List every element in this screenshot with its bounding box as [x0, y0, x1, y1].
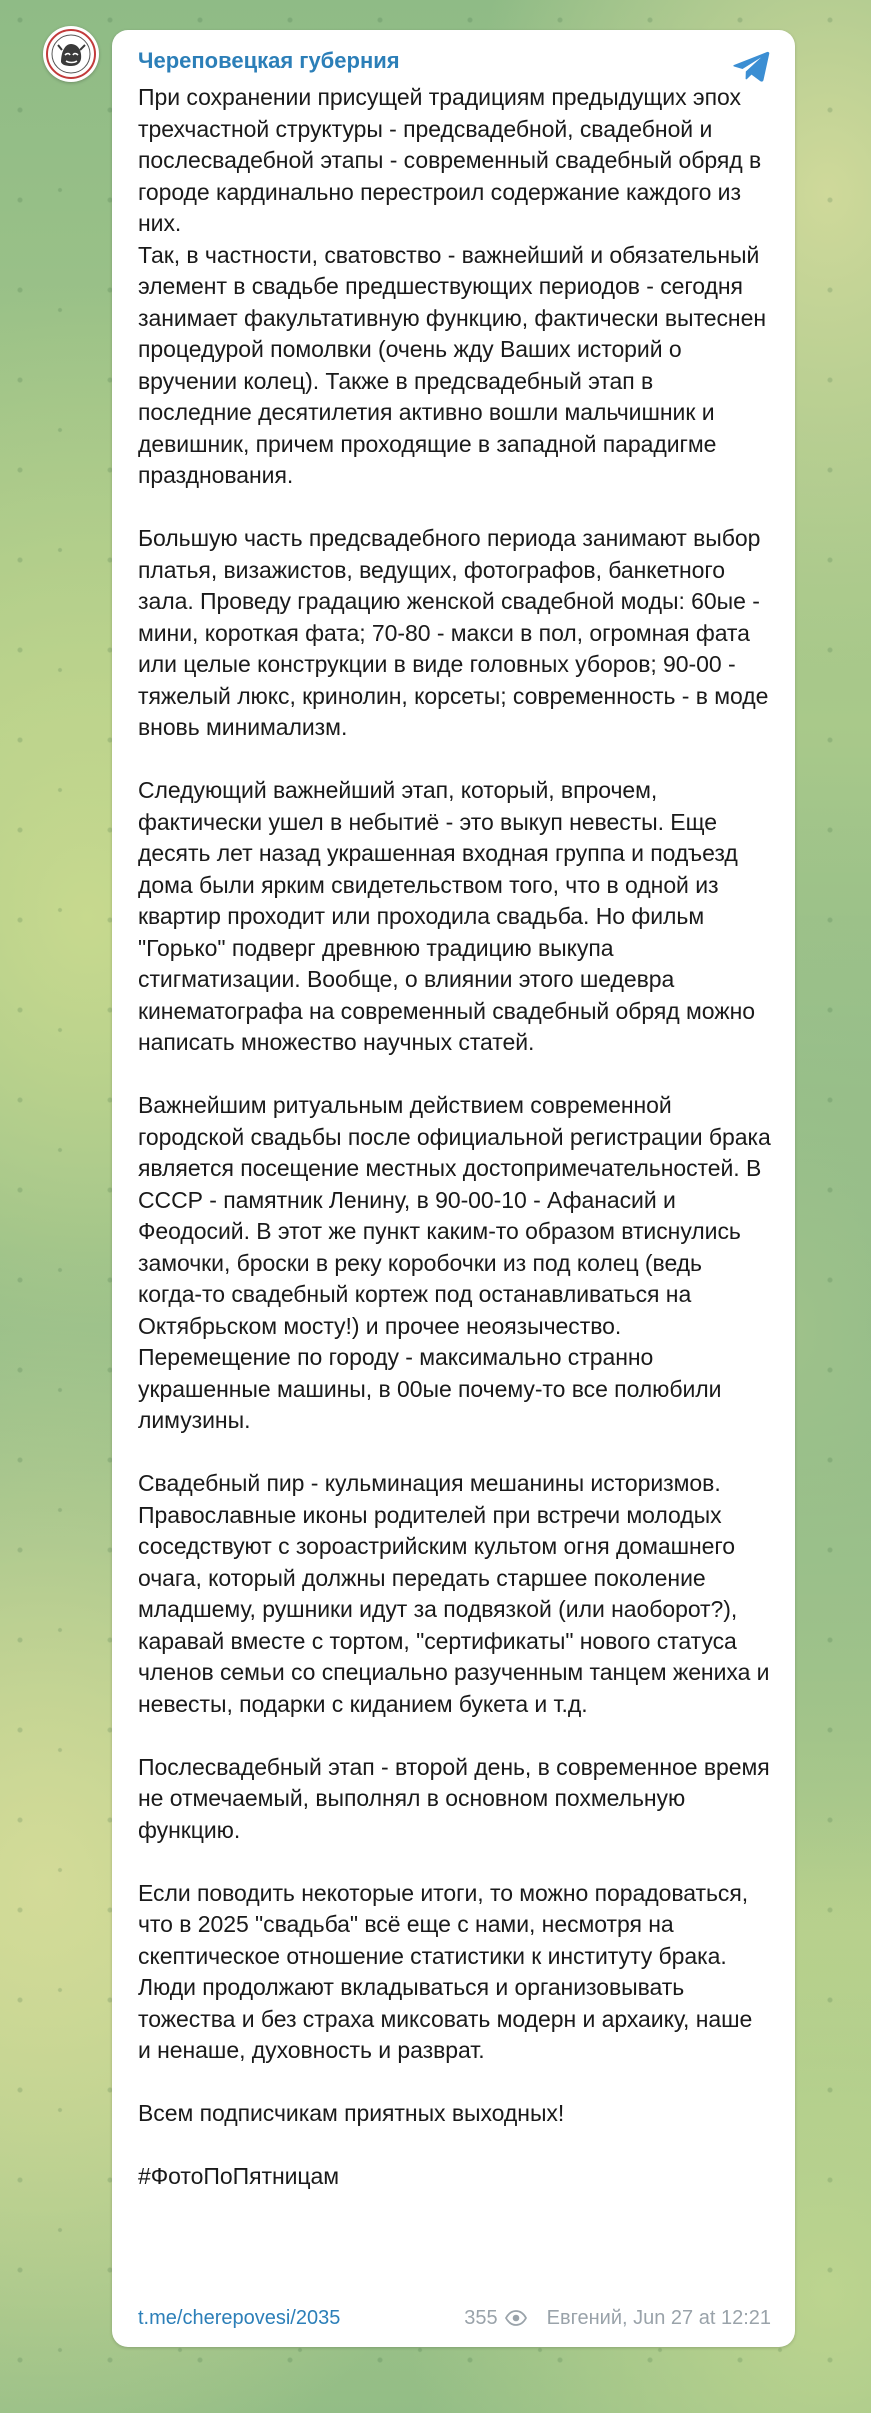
post-hashtag[interactable]: #ФотоПоПятницам [138, 2163, 340, 2189]
post-paragraph: Важнейшим ритуальным действием современной городской свадьбы после официальной регистрации брака является посещение местных достопримечательностей. В СССР - памятник Ленину, в 90-00-10 - Афанасий и Феодосий. В этот же пункт каким-то образом втиснулись замочки, броски в реку коробочки из под колец (ведь когда-то свадебный кортеж под останавливаться на Октябрьском мосту!) и прочее неоязычество. Перемещение по городу - максимально странно украшенные машины, в 00ые почему-то все полюбили лимузины. [138, 1092, 771, 1433]
post-paragraph: Свадебный пир - кульминация мешанины историзмов. Православные иконы родителей при встречи молодых соседствуют с зороастрийским культом огня домашнего очага, который должны передать старшее поколение младшему, рушники идут за подвязкой (или наоборот?), каравай вместе с тортом, "сертификаты" нового статуса членов семьи со специально разученным танцем жениха и невесты, подарки с киданием букета и т.д. [138, 1470, 770, 1717]
channel-avatar-icon [45, 28, 97, 80]
post-link[interactable]: t.me/cherepovesi/2035 [138, 2306, 341, 2329]
post-footer [138, 2303, 771, 2333]
post-paragraph: Так, в частности, сватовство - важнейший и обязательный элемент в свадьбе предшествующих периодов - сегодня занимает факультативную функцию, фактически вытеснен процедурой помолвки (очень жду Ваших историй о вручении колец). Также в предсвадебный этап в последние десятилетия активно вошли мальчишник и девишник, причем проходящие в западной парадигме празднования. [138, 241, 766, 488]
post-paragraph: Всем подписчикам приятных выходных! [138, 2100, 565, 2126]
view-count [464, 2307, 526, 2330]
channel-avatar[interactable] [43, 26, 99, 82]
post-paragraph: При сохранении присущей традициям предыдущих эпох трехчастной структуры - предсвадебной, свадебной и послесвадебной этапы - современный свадебный обряд в городе кардинально перестроил содержание каждого из них. [138, 84, 762, 236]
post-paragraph: Послесвадебный этап - второй день, в современное время не отмечаемый, выполнял в основном похмельную функцию. [138, 1753, 770, 1843]
eye-icon [505, 2310, 527, 2326]
view-count-value: 355 [464, 2306, 498, 2329]
post-paragraph: Следующий важнейший этап, который, впрочем, фактически ушел в небытиё - это выкуп невесты. Еще десять лет назад украшенная входная группа и подъезд дома были ярким свидетельством того, что в одной из квартир проходит или проходила свадьба. Но фильм "Горько" подверг древнюю традицию выкупа стигматизации. Вообще, о влиянии этого шедевра кинематографа на современный свадебный обряд можно написать множество научных статей. [138, 777, 755, 1055]
channel-title[interactable]: Череповецкая губерния [138, 48, 400, 73]
post-paragraph: Если поводить некоторые итоги, то можно порадоваться, что в 2025 "свадьба" всё еще с нами, несмотря на скептическое отношение статистики к институту брака. Люди продолжают вкладываться и организовывать тожества и без страха миксовать модерн и архаику, наше и ненаше, духовность и разврат. [138, 1879, 753, 2063]
post-text [138, 82, 771, 2193]
post-paragraph: Большую часть предсвадебного периода занимают выбор платья, визажистов, ведущих, фотографов, банкетного зала. Проведу градацию женской свадебной моды: 60ые - мини, короткая фата; 70-80 - макси в пол, огромная фата или целые конструкции в виде головных уборов; 90-00 - тяжелый люкс, кринолин, корсеты; современность - в моде вновь минимализм. [138, 525, 769, 740]
post-author-date: Евгений, Jun 27 at 12:21 [546, 2306, 771, 2329]
telegram-plane-icon[interactable] [729, 44, 773, 88]
channel-post-card [112, 30, 795, 2347]
